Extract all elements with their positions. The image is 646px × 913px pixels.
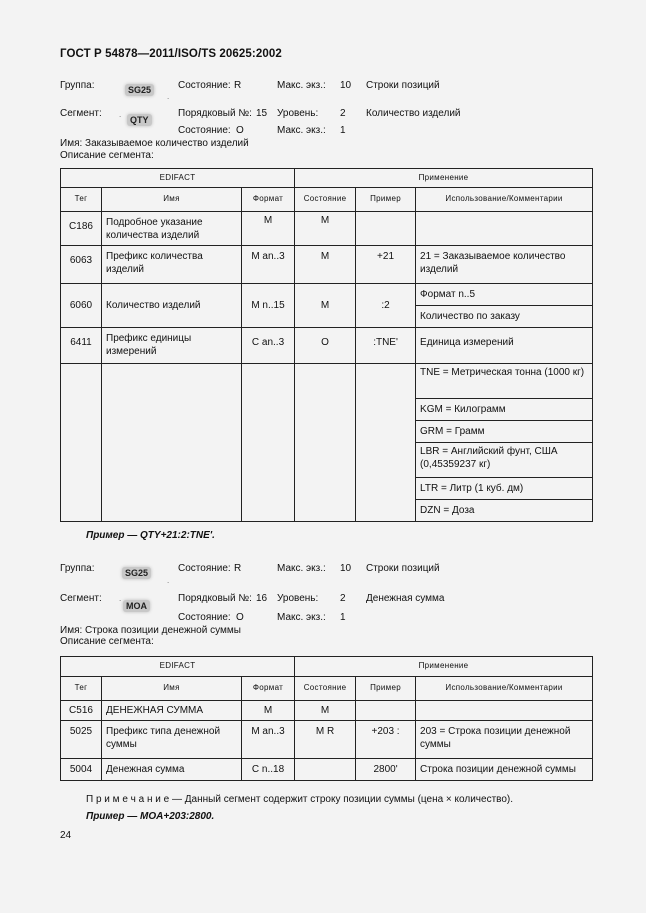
- cell-name: Подробное указание количества изделий: [102, 212, 242, 246]
- cell-state: M: [295, 701, 356, 721]
- group-max-value: 10: [340, 563, 352, 574]
- col-example-header: Пример: [356, 188, 416, 212]
- group-tag: SG25: [125, 84, 154, 96]
- cell-example: [356, 701, 416, 721]
- cell-format: M: [242, 701, 295, 721]
- cell-name: Количество изделий: [102, 284, 242, 328]
- unit-code: KGM = Килограмм: [416, 399, 593, 421]
- table-row: [61, 701, 593, 721]
- usage-header: Применение: [295, 657, 593, 677]
- group-description: Строки позиций: [366, 563, 440, 574]
- seg-state-value: O: [236, 125, 244, 136]
- group-tag: SG25: [122, 567, 151, 579]
- table-row: [61, 328, 593, 364]
- unit-code: LBR = Английский фунт, США (0,45359237 кг): [416, 443, 593, 478]
- usage-header: Применение: [295, 169, 593, 188]
- group-label: Группа:: [60, 80, 95, 91]
- segment-desc-label: Описание сегмента:: [60, 636, 154, 647]
- unit-code: TNE = Метрическая тонна (1000 кг): [416, 364, 593, 399]
- cell-example: +21: [356, 246, 416, 284]
- seg-max-value: 1: [340, 125, 346, 136]
- cell-state: M: [295, 246, 356, 284]
- cell-format: C n..18: [242, 759, 295, 781]
- cell-comment: Формат n..5: [416, 284, 593, 306]
- level-value: 2: [340, 593, 346, 604]
- cell-state: [295, 759, 356, 781]
- seq-label: Порядковый №:: [178, 593, 252, 604]
- seg-state-value: O: [236, 612, 244, 623]
- unit-code: DZN = Доза: [416, 500, 593, 522]
- segment-tag: MOA: [123, 600, 150, 612]
- col-name-header: Имя: [102, 677, 242, 701]
- level-value: 2: [340, 108, 346, 119]
- table-row: [61, 721, 593, 759]
- cell-state: M: [295, 284, 356, 328]
- col-format-header: Формат: [242, 188, 295, 212]
- cell-name: Префикс типа денежной суммы: [102, 721, 242, 759]
- page-number: 24: [60, 830, 72, 841]
- segment-tag: QTY: [127, 114, 152, 126]
- segment-desc-label: Описание сегмента:: [60, 150, 154, 161]
- seg-state-label: Состояние:: [178, 612, 231, 623]
- cell-tag: 6411: [61, 328, 102, 364]
- group-state-value: R: [234, 80, 242, 91]
- segment-label: Сегмент:: [60, 593, 102, 604]
- group-state-value: R: [234, 563, 242, 574]
- seq-value: 15: [256, 108, 268, 119]
- cell-comment: [416, 212, 593, 246]
- dot-mark: .: [119, 594, 122, 603]
- cell-name: Денежная сумма: [102, 759, 242, 781]
- cell-example: 2800': [356, 759, 416, 781]
- level-label: Уровень:: [277, 108, 319, 119]
- document-header: ГОСТ Р 54878—2011/ISO/TS 20625:2002: [60, 48, 282, 60]
- unit-code: GRM = Грамм: [416, 421, 593, 443]
- segment-name: Имя: Строка позиции денежной суммы: [60, 625, 241, 636]
- col-comment-header: Использование/Комментарии: [416, 188, 593, 212]
- segment-description: Количество изделий: [366, 108, 461, 119]
- col-example-header: Пример: [356, 677, 416, 701]
- cell-name: ДЕНЕЖНАЯ СУММА: [102, 701, 242, 721]
- group-description: Строки позиций: [366, 80, 440, 91]
- cell-format: M an..3: [242, 246, 295, 284]
- cell-tag: 5025: [61, 721, 102, 759]
- cell-name: Префикс количества изделий: [102, 246, 242, 284]
- table-row: [61, 759, 593, 781]
- dot-mark: .: [167, 92, 170, 101]
- segment-table-qty: [60, 168, 593, 522]
- segment-table-moa: [60, 656, 593, 781]
- segment-description: Денежная сумма: [366, 593, 445, 604]
- group-state-label: Состояние:: [178, 563, 231, 574]
- seg-max-label: Макс. экз.:: [277, 612, 326, 623]
- group-max-value: 10: [340, 80, 352, 91]
- cell-tag: 5004: [61, 759, 102, 781]
- cell-comment: Единица измерений: [416, 328, 593, 364]
- col-format-header: Формат: [242, 677, 295, 701]
- unit-code: LTR = Литр (1 куб. дм): [416, 478, 593, 500]
- col-state-header: Состояние: [295, 677, 356, 701]
- unit-row: [61, 364, 593, 399]
- seg-max-value: 1: [340, 612, 346, 623]
- example-moa: Пример — MOA+203:2800.: [86, 811, 215, 822]
- cell-name: Префикс единицы измерений: [102, 328, 242, 364]
- level-label: Уровень:: [277, 593, 319, 604]
- seg-max-label: Макс. экз.:: [277, 125, 326, 136]
- col-name-header: Имя: [102, 188, 242, 212]
- cell-tag: 6063: [61, 246, 102, 284]
- cell-example: +203 :: [356, 721, 416, 759]
- cell-format: M an..3: [242, 721, 295, 759]
- group-max-label: Макс. экз.:: [277, 80, 326, 91]
- cell-example: :2: [356, 284, 416, 328]
- seg-state-label: Состояние:: [178, 125, 231, 136]
- cell-format: M n..15: [242, 284, 295, 328]
- segment-note: П р и м е ч а н и е — Данный сегмент содержит строку позиции суммы (цена × количество).: [86, 794, 514, 805]
- col-state-header: Состояние: [295, 188, 356, 212]
- cell-tag: C186: [61, 212, 102, 246]
- group-state-label: Состояние:: [178, 80, 231, 91]
- cell-example: :TNE': [356, 328, 416, 364]
- example-qty: Пример — QTY+21:2:TNE'.: [86, 530, 215, 541]
- cell-tag: C516: [61, 701, 102, 721]
- cell-comment: 21 = Заказываемое количество изделий: [416, 246, 593, 284]
- cell-comment: [416, 701, 593, 721]
- cell-comment: Строка позиции денежной суммы: [416, 759, 593, 781]
- cell-state: O: [295, 328, 356, 364]
- seq-label: Порядковый №:: [178, 108, 252, 119]
- cell-state: M R: [295, 721, 356, 759]
- table-row: [61, 212, 593, 246]
- col-tag-header: Тег: [61, 677, 102, 701]
- dot-mark: .: [119, 110, 122, 119]
- cell-state: M: [295, 212, 356, 246]
- table-row: [61, 284, 593, 306]
- edifact-header: EDIFACT: [61, 657, 295, 677]
- cell-format: C an..3: [242, 328, 295, 364]
- cell-comment: 203 = Строка позиции денежной суммы: [416, 721, 593, 759]
- cell-comment: Количество по заказу: [416, 306, 593, 328]
- group-label: Группа:: [60, 563, 95, 574]
- dot-mark: .: [167, 576, 170, 585]
- col-comment-header: Использование/Комментарии: [416, 677, 593, 701]
- col-tag-header: Тег: [61, 188, 102, 212]
- seq-value: 16: [256, 593, 268, 604]
- segment-name: Имя: Заказываемое количество изделий: [60, 138, 249, 149]
- table-row: [61, 246, 593, 284]
- group-max-label: Макс. экз.:: [277, 563, 326, 574]
- cell-format: M: [242, 212, 295, 246]
- edifact-header: EDIFACT: [61, 169, 295, 188]
- segment-label: Сегмент:: [60, 108, 102, 119]
- cell-example: [356, 212, 416, 246]
- cell-tag: 6060: [61, 284, 102, 328]
